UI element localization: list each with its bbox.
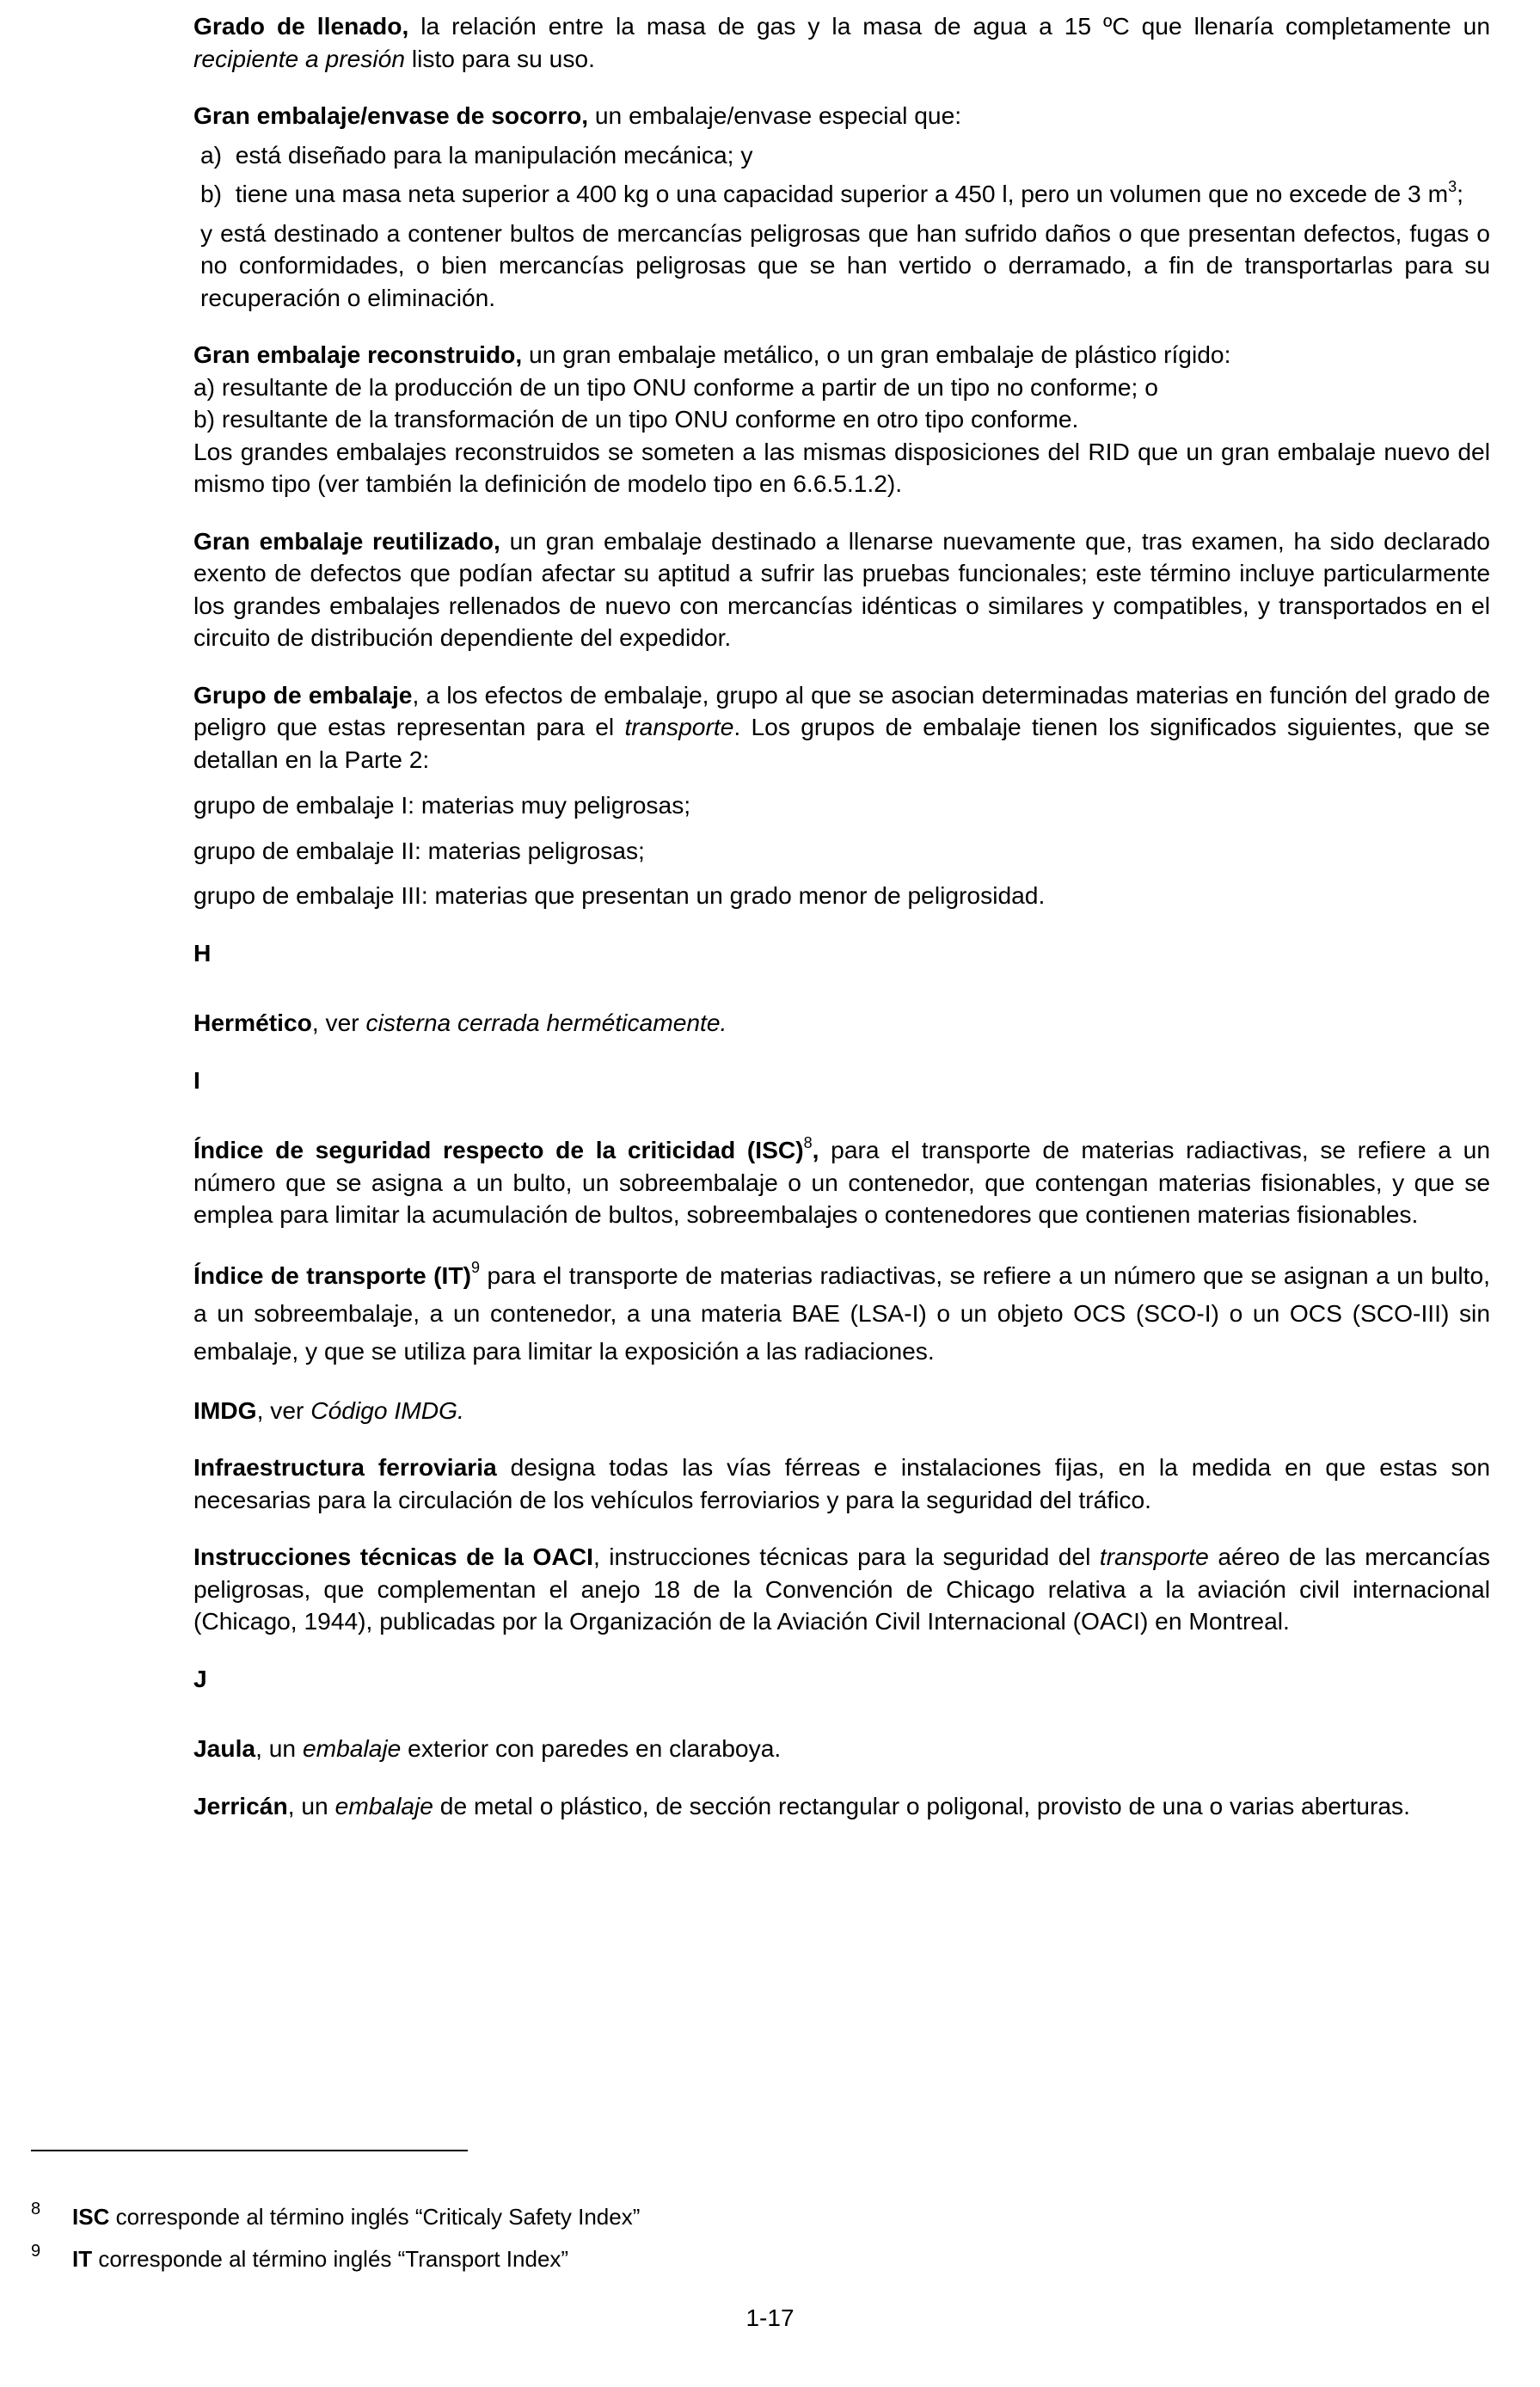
page-number: 1-17 (745, 2304, 795, 2331)
term: Instrucciones técnicas de la OACI (193, 1543, 593, 1570)
packing-group-ii: grupo de embalaje II: materias peligrosas; (193, 836, 645, 864)
term: Gran embalaje reutilizado, (193, 526, 500, 555)
entry-grado-de-llenado: Grado de llenado, la relación entre la masa de gas y la masa de agua a 15 ºC que llenaría completamente un recipiente a presión listo para su uso. (193, 12, 1490, 72)
list-item-a: a) resultante de la producción de un tipo ONU conforme a partir de un tipo no conforme; o (193, 372, 1158, 401)
footnote-ref: 8 (803, 1133, 813, 1151)
section-letter-j: J (193, 1664, 207, 1692)
term: Índice de seguridad respecto de la criticidad (ISC) (193, 1136, 804, 1163)
term: Jerricán (193, 1791, 288, 1819)
entry-infraestructura-ferroviaria: Infraestructura ferroviaria designa todas las vías férreas e instalaciones fijas, en la medida en que estas son necesarias para la circulación de los vehículos ferroviarios y para la seguridad del tráfico. (193, 1453, 1490, 1513)
section-letter-i: I (193, 1065, 200, 1094)
list-item-a: a) está diseñado para la manipulación mecánica; y (200, 140, 753, 169)
footnote-number: 9 (31, 2242, 41, 2261)
section-letter-h: H (193, 938, 212, 966)
footnote-number: 8 (31, 2200, 41, 2218)
list-item-b: b) tiene una masa neta superior a 400 kg o una capacidad superior a 450 l, pero un volumen que no excede de 3 $m^3$; (200, 177, 1463, 207)
term: Jaula (193, 1734, 256, 1762)
document-body (193, 10, 1490, 1847)
term: IMDG (193, 1396, 257, 1424)
entry-imdg: IMDG, ver Código IMDG. (193, 1396, 464, 1424)
entry-continuation: y está destinado a contener bultos de mercancías peligrosas que han sufrido daños o que presentan defectos, fugas o no conformidades, o bien mercancías peligrosas que se han vertido o derramado, a fin de transportarlas para su recuperación o eliminación. (200, 218, 1490, 311)
list-item-b: b) resultante de la transformación de un tipo ONU conforme en otro tipo conforme. (193, 405, 1079, 433)
term: Índice de transporte (IT) (193, 1261, 471, 1289)
entry-isc: Índice de seguridad respecto de la criticidad (ISC)$^8$, para el transporte de materias radiactivas, se refiere a un número que se asigna a un bulto, un sobreembalaje o un contenedor, que contengan materias fisionables, y que se emplea para limitar la acumulación de bultos, sobreembalajes o contenedores que contienen materias fisionables. (193, 1133, 1490, 1228)
footnote-text: IT corresponde al término inglés “Transport Index” (72, 2246, 569, 2272)
entry-it: Índice de transporte (IT)$^9$ para el transporte de materias radiactivas, se refiere a un número que se asignan a un bulto, a un sobreembalaje, a un contenedor, a una materia BAE (LSA-I) o un objeto OCS (SCO-I) o un OCS (SCO-III) sin embalaje, y que se utiliza para limitar la exposición a las radiaciones. (193, 1259, 1490, 1365)
term: Infraestructura ferroviaria (193, 1453, 497, 1481)
term: Hermético (193, 1009, 312, 1036)
term: Gran embalaje reconstruido, (193, 341, 523, 368)
entry-hermetico: Hermético, ver cisterna cerrada herméticamente. (193, 1009, 727, 1036)
packing-group-iii: grupo de embalaje III: materias que presentan un grado menor de peligrosidad. (193, 881, 1046, 909)
term: Grado de llenado, (193, 12, 409, 40)
entry-jerrican: Jerricán, un embalaje de metal o plástico, de sección rectangular o poligonal, provisto de una o varias aberturas. (193, 1791, 1410, 1819)
footnote-ref: 9 (470, 1259, 480, 1277)
entry-grupo-de-embalaje: Grupo de embalaje, a los efectos de embalaje, grupo al que se asocian determinadas materias en función del grado de peligro que estas representan para el transporte. Los grupos de embalaje tienen los significados siguientes, que se detallan en la Parte 2: (193, 680, 1491, 773)
term: Grupo de embalaje (193, 680, 413, 709)
footnote-text: ISC corresponde al término inglés “Criticaly Safety Index” (72, 2204, 641, 2230)
entry-instrucciones-oaci: Instrucciones técnicas de la OACI, instrucciones técnicas para la seguridad del transporte aéreo de las mercancías peligrosas, que complementan el anejo 18 de la Convención de Chicago relativa a la aviación civil internacional (Chicago, 1944), publicadas por la Organización de la Aviación Civil Internacional (OACI) en Montreal. (193, 1543, 1490, 1635)
footnote-separator (31, 2150, 468, 2151)
entry-gran-embalaje-reconstruido: Gran embalaje reconstruido, un gran embalaje metálico, o un gran embalaje de plástico rígido: a) resultante de la producción de un tipo ONU conforme a partir de un tipo no conforme; o b) resultante de la transformación de un tipo ONU conforme en otro tipo conforme. Los grandes embalajes reconstruidos se someten a las mismas disposiciones del RID que un gran embalaje nuevo del mismo tipo (ver también la definición de modelo tipo en 6.6.5.1.2). (193, 341, 1490, 497)
term: Gran embalaje/envase de socorro, (193, 101, 589, 129)
entry-gran-embalaje-socorro: Gran embalaje/envase de socorro, un embalaje/envase especial que: (193, 101, 962, 129)
entry-continuation: Los grandes embalajes reconstruidos se someten a las mismas disposiciones del RID que un gran embalaje nuevo del mismo tipo (ver también la definición de modelo tipo en 6.6.5.1.2). (193, 437, 1490, 497)
packing-group-i: grupo de embalaje I: materias muy peligrosas; (193, 791, 691, 819)
entry-jaula: Jaula, un embalaje exterior con paredes en claraboya. (193, 1734, 782, 1762)
entry-gran-embalaje-reutilizado: Gran embalaje reutilizado, un gran embalaje destinado a llenarse nuevamente que, tras examen, ha sido declarado exento de defectos que podían afectar su aptitud a sufrir las pruebas funcionales; este término incluye particularmente los grandes embalajes rellenados de nuevo con mercancías idénticas o similares y compatibles, y transportados en el circuito de distribución dependiente del expedidor. (193, 526, 1490, 651)
